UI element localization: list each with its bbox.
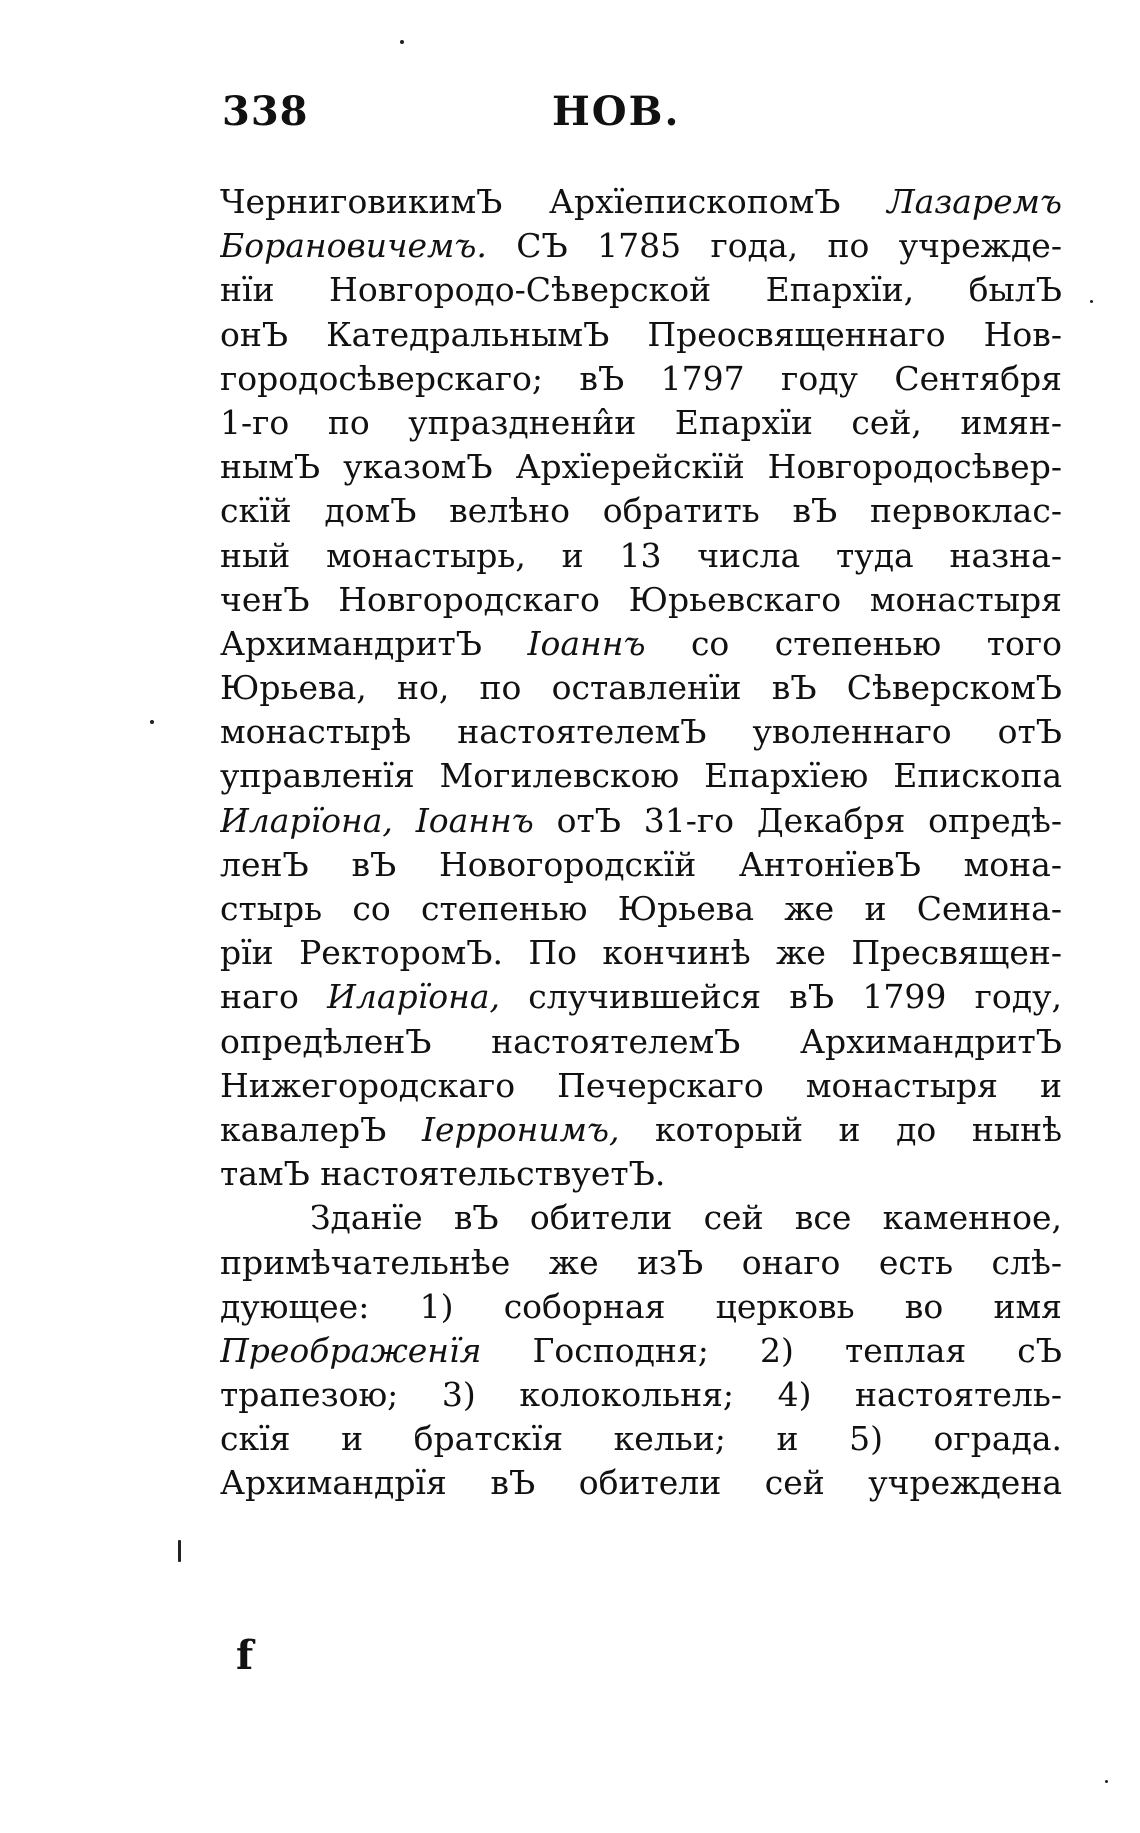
text-run: АрхимандритЪ <box>220 623 528 663</box>
text-run: рïи РекторомЪ. По кончинѣ же Пресвящен- <box>220 933 1062 973</box>
text-line <box>220 534 1062 578</box>
text-line <box>220 1373 1062 1417</box>
text-run: Зданïе вЪ обители сей все каменное, <box>310 1198 1062 1238</box>
text-line <box>220 1461 1062 1505</box>
page-header <box>222 88 1062 148</box>
text-line <box>220 1108 1062 1152</box>
text-line <box>220 975 1062 1019</box>
text-line <box>220 1241 1062 1285</box>
text-run: Господня; 2) теплая сЪ <box>481 1330 1062 1370</box>
text-run: ный монастырь, и 13 числа туда назна- <box>220 535 1062 575</box>
text-run: ченЪ Новгородскаго Юрьевскаго монастыря <box>220 579 1062 619</box>
text-run: отЪ 31-го Декабря опредѣ- <box>533 800 1062 840</box>
scan-speck <box>178 1540 181 1562</box>
text-line <box>220 710 1062 754</box>
text-run: ЧерниговикимЪ АрхïепископомЪ <box>220 182 888 221</box>
text-run: тамЪ настоятельствуетЪ. <box>220 1154 666 1194</box>
text-line <box>220 931 1062 975</box>
italic-name: Иларïона, <box>220 800 393 840</box>
text-run: случившейся вЪ 1799 году, <box>500 977 1062 1017</box>
text-run: который и до нынѣ <box>619 1109 1062 1149</box>
text-line <box>220 754 1062 798</box>
italic-name: Іоаннъ <box>415 800 534 840</box>
text-run: нымЪ указомЪ Архïерейскïй Новгородосѣвер- <box>220 447 1062 487</box>
italic-name: Іоаннъ <box>527 623 646 663</box>
text-run: Нижегородскаго Печерскаго монастыря и <box>220 1065 1062 1105</box>
text-line <box>220 1329 1062 1373</box>
text-line <box>220 180 1062 224</box>
text-run: опредѣленЪ настоятелемЪ АрхимандритЪ <box>220 1021 1062 1061</box>
text-line <box>220 268 1062 312</box>
text-run: трапезою; 3) колокольня; 4) настоятель- <box>220 1375 1062 1415</box>
italic-name: Борановичемъ. <box>220 226 487 266</box>
text-run: стырь со степенью Юрьева же и Семина- <box>220 889 1062 928</box>
text-run: монастырѣ настоятелемЪ уволеннаго отЪ <box>220 712 1062 752</box>
italic-name: Преображенïя <box>220 1330 482 1370</box>
scan-speck <box>150 720 154 724</box>
text-run: Архимандрïя вЪ обители сей учреждена <box>220 1463 1062 1503</box>
text-run: СЪ 1785 года, по учрежде- <box>486 226 1062 266</box>
text-line <box>220 489 1062 533</box>
text-run: скïй домЪ велѣно обратить вЪ первоклас- <box>220 491 1062 531</box>
text-run: онЪ КатедральнымЪ Преосвященнаго Нов- <box>220 314 1062 354</box>
text-run: управленïя Могилевскою Епархïею Епископа <box>220 756 1062 796</box>
text-run: примѣчательнѣе же изЪ онаго есть слѣ- <box>220 1242 1062 1282</box>
text-run: городосѣверскаго; вЪ 1797 году Сентября <box>220 358 1062 398</box>
text-line <box>220 843 1062 887</box>
text-run: наго <box>220 977 328 1017</box>
italic-name: Лазаремъ <box>887 182 1062 221</box>
text-run: нïи Новгородо-Сѣверской Епархïи, былЪ <box>220 270 1062 310</box>
page-number: 338 <box>222 88 309 135</box>
text-line <box>220 622 1062 666</box>
text-line <box>220 401 1062 445</box>
text-line <box>220 357 1062 401</box>
text-line <box>220 578 1062 622</box>
scan-speck <box>1090 300 1093 303</box>
italic-name: Иларïона, <box>327 977 501 1017</box>
text-line <box>220 224 1062 268</box>
running-head: НОВ. <box>552 88 681 135</box>
text-line <box>220 445 1062 489</box>
text-run: 1-го по упразднени̂и Епархïи сей, имян- <box>220 402 1062 442</box>
text-run: ленЪ вЪ Новогородскïй АнтонïевЪ мона- <box>220 844 1062 884</box>
text-line <box>220 1285 1062 1329</box>
text-line <box>220 1196 1062 1240</box>
text-line <box>220 1020 1062 1064</box>
text-run: Юрьева, но, по оставленïи вЪ СѣверскомЪ <box>220 668 1062 708</box>
text-line <box>220 1417 1062 1461</box>
scan-speck <box>1105 1780 1108 1783</box>
text-line <box>220 313 1062 357</box>
text-run: скïя и братскïя кельи; и 5) ограда. <box>220 1419 1062 1459</box>
text-line <box>220 799 1062 843</box>
text-line <box>220 666 1062 710</box>
body-text <box>220 180 1062 1506</box>
text-run <box>393 801 416 840</box>
text-line <box>220 887 1062 931</box>
scan-speck <box>400 40 404 44</box>
text-run: дующее: 1) соборная церковь во имя <box>220 1286 1062 1326</box>
text-run: со степенью того <box>645 623 1062 663</box>
text-run: кавалерЪ <box>220 1109 422 1149</box>
printer-mark: f <box>236 1632 254 1679</box>
text-line <box>220 1064 1062 1108</box>
italic-name: Іерронимъ, <box>421 1109 620 1149</box>
text-line <box>220 1152 1062 1196</box>
